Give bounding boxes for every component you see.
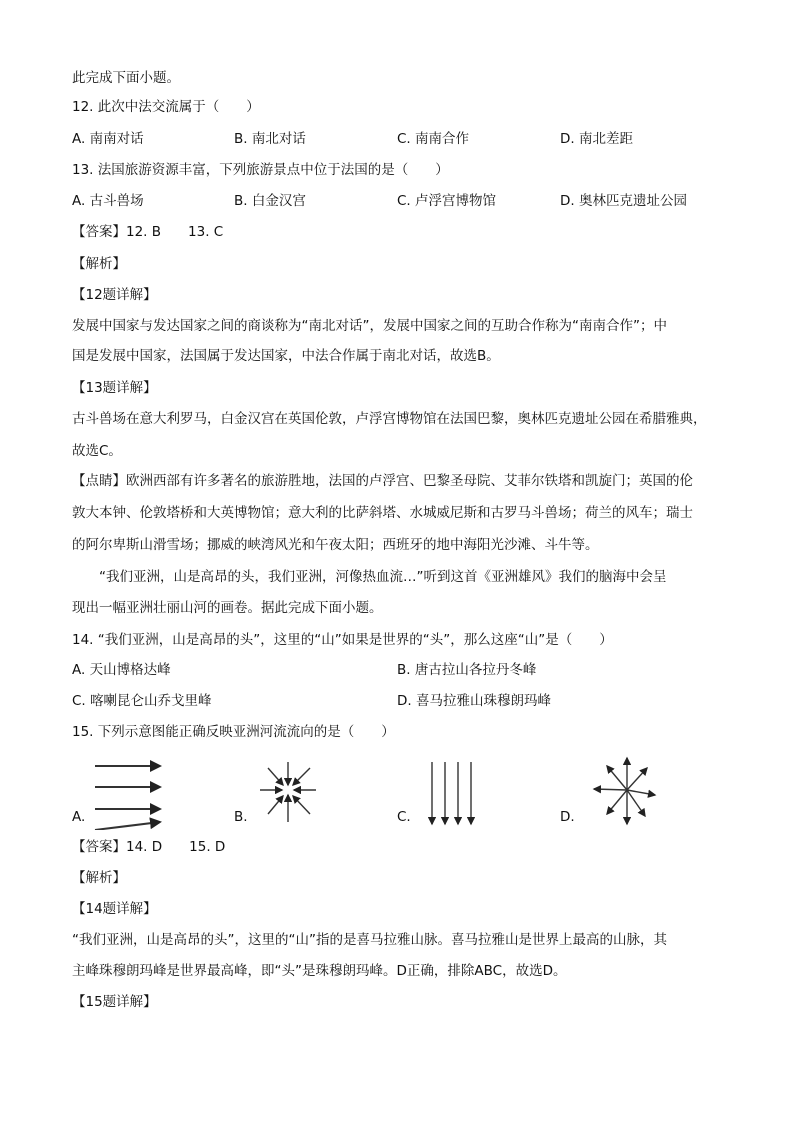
detail-15-heading: 【15题详解】 bbox=[72, 994, 157, 1010]
diagram-a-parallel-east-arrows bbox=[95, 766, 160, 830]
q14-option-b: B. 唐古拉山各拉丹冬峰 bbox=[397, 662, 537, 678]
q14-option-d: D. 喜马拉雅山珠穆朗玛峰 bbox=[397, 693, 551, 709]
q13-option-b: B. 白金汉宫 bbox=[234, 193, 306, 209]
detail-12-line: 发展中国家与发达国家之间的商谈称为“南北对话”，发展中国家之间的互助合作称为“南南合作”；中 bbox=[72, 318, 667, 334]
question-13-stem: 13. 法国旅游资源丰富，下列旅游景点中位于法国的是（ ） bbox=[72, 162, 449, 178]
diagram-d-radiating-arrows bbox=[594, 758, 655, 824]
q15-option-d: D. bbox=[560, 809, 575, 825]
detail-14-line: “我们亚洲，山是高昂的头”，这里的“山”指的是喜马拉雅山脉。喜马拉雅山是世界上最高的山脉，其 bbox=[72, 932, 667, 948]
q12-option-c: C. 南南合作 bbox=[397, 131, 470, 147]
q13-option-d: D. 奥林匹克遗址公园 bbox=[560, 193, 687, 209]
q12-option-a: A. 南南对话 bbox=[72, 131, 144, 147]
analysis-heading: 【解析】 bbox=[72, 256, 126, 272]
q13-option-c: C. 卢浮宫博物馆 bbox=[397, 193, 497, 209]
tip-line: 的阿尔卑斯山滑雪场；挪威的峡湾风光和午夜太阳；西班牙的地中海阳光沙滩、斗牛等。 bbox=[72, 537, 599, 553]
tip-line: 敦大本钟、伦敦塔桥和大英博物馆；意大利的比萨斜塔、水城威尼斯和古罗马斗兽场；荷兰的风车；瑞士 bbox=[72, 505, 693, 521]
detail-13-heading: 【13题详解】 bbox=[72, 380, 157, 396]
q12-option-b: B. 南北对话 bbox=[234, 131, 306, 147]
question-14-stem: 14. “我们亚洲，山是高昂的头”，这里的“山”如果是世界的“头”，那么这座“山”是（ ） bbox=[72, 632, 613, 648]
detail-14-line: 主峰珠穆朗玛峰是世界最高峰，即“头”是珠穆朗玛峰。D正确，排除ABC，故选D。 bbox=[72, 963, 567, 979]
question-15-stem: 15. 下列示意图能正确反映亚洲河流流向的是（ ） bbox=[72, 724, 395, 740]
q15-option-b: B. bbox=[234, 809, 248, 825]
q12-option-d: D. 南北差距 bbox=[560, 131, 633, 147]
intro-tail: 此完成下面小题。 bbox=[72, 70, 180, 86]
detail-13-line: 故选C。 bbox=[72, 443, 122, 459]
q13-option-a: A. 古斗兽场 bbox=[72, 193, 144, 209]
detail-12-heading: 【12题详解】 bbox=[72, 287, 157, 303]
intro2-line: “我们亚洲，山是高昂的头，我们亚洲，河像热血流…”听到这首《亚洲雄风》我们的脑海中会呈 bbox=[72, 569, 667, 585]
answer-14-15: 【答案】14. D 15. D bbox=[72, 839, 226, 855]
analysis-heading-2: 【解析】 bbox=[72, 870, 126, 886]
tip-line: 【点睛】欧洲西部有许多著名的旅游胜地，法国的卢浮宫、巴黎圣母院、艾菲尔铁塔和凯旋门；英国的伦 bbox=[72, 473, 693, 489]
question-12-stem: 12. 此次中法交流属于（ ） bbox=[72, 99, 260, 115]
q14-option-a: A. 天山博格达峰 bbox=[72, 662, 171, 678]
detail-14-heading: 【14题详解】 bbox=[72, 901, 157, 917]
answer-12-13: 【答案】12. B 13. C bbox=[72, 224, 224, 240]
q14-option-c: C. 喀喇昆仑山乔戈里峰 bbox=[72, 693, 212, 709]
diagram-c-parallel-south-arrows bbox=[432, 762, 471, 824]
detail-13-line: 古斗兽场在意大利罗马，白金汉宫在英国伦敦，卢浮宫博物馆在法国巴黎，奥林匹克遗址公园在希腊雅典， bbox=[72, 411, 707, 427]
q15-option-c: C. bbox=[397, 809, 411, 825]
detail-12-line: 国是发展中国家，法国属于发达国家，中法合作属于南北对话，故选B。 bbox=[72, 348, 500, 364]
diagram-b-converging-arrows bbox=[260, 762, 316, 822]
q15-option-a: A. bbox=[72, 809, 86, 825]
intro2-line: 现出一幅亚洲壮丽山河的画卷。据此完成下面小题。 bbox=[72, 600, 383, 616]
